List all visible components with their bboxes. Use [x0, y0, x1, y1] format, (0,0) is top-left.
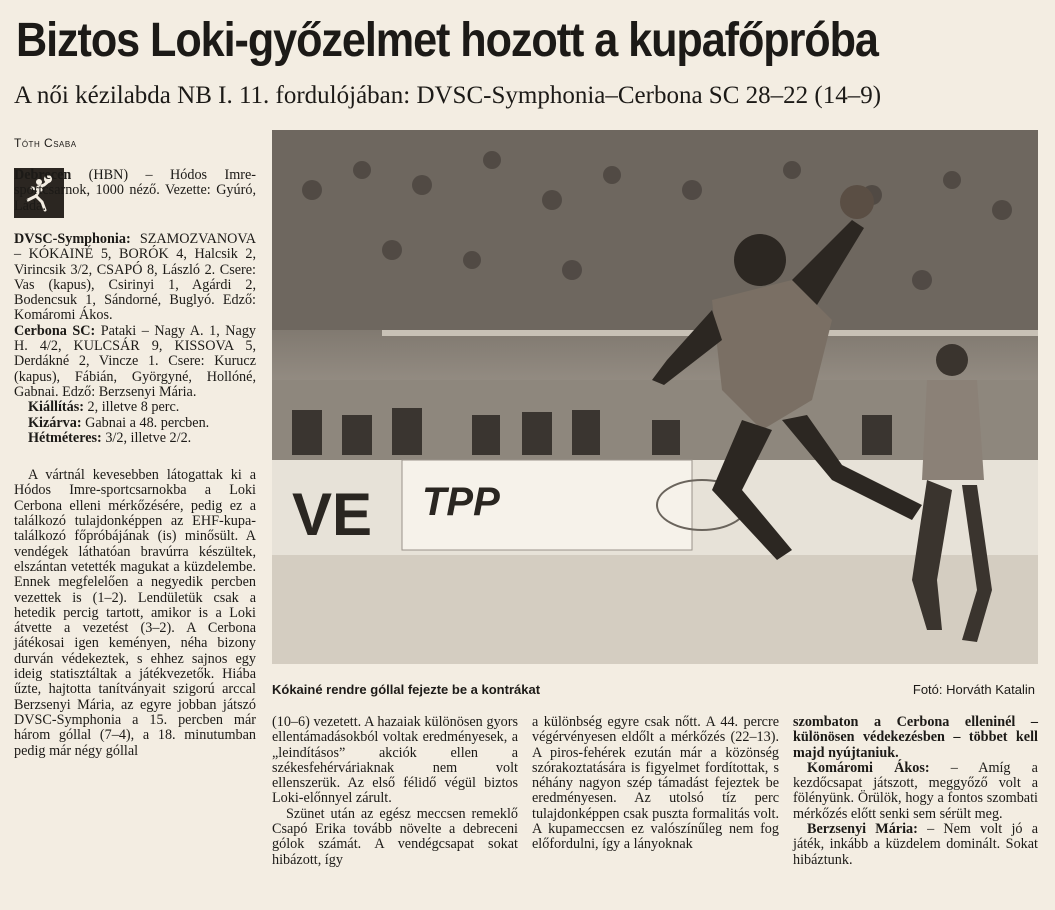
exclusion-label: Kiállítás: [28, 399, 84, 416]
penalty-label: Hétméteres: [28, 429, 102, 446]
byline: Tóth Csaba [14, 136, 77, 150]
subheadline: A női kézilabda NB I. 11. fordulójában: DVSC-Symphonia–Cerbona SC 28–22 (14–9) [14, 82, 882, 109]
disqual-text: Gabnai a 48. percben. [81, 414, 210, 431]
team2-lineup: Pataki – Nagy A. 1, Nagy H. 4/2, KULCSÁR 9, KISSOVA 5, Derdákné 2, Vincze 1. Csere: Kurucz (kapus), Fábián, Györgyné, Hollóné, Gabnai. Edző: Berzsenyi Mária. [14, 322, 257, 400]
disqual-label: Kizárva: [28, 414, 82, 431]
quote-berzsenyi [793, 822, 1038, 868]
match-info-penalties [14, 431, 256, 446]
penalty-text: 3/2, illetve 2/2. [101, 429, 192, 446]
body-paragraph-3: Szünet után az egész meccsen remeklő Csapó Erika tovább növelte a debreceni gólok számát. A vendégcsapat sokat hibázott, így [272, 805, 518, 868]
body-paragraph-4: a különbség egyre csak nőtt. A 44. percre végérvényesen eldőlt a mérkőzés (22–13). A piros-fehérek ezután már a közönség szórakoztatására is figyelmet fordítottak, s néhány nagyon szép támadást fejeztek be eredményesen. Az utolsó tíz perc tulajdonképpen csak puszta formalitás volt. A kupameccsen ez valószínűleg nem fog előfordulni, így a lányoknak [532, 714, 779, 853]
column-2 [272, 715, 518, 868]
team1-lineup: SZAMOZVANOVA – KÓKAINÉ 5, BORÓK 4, Halcsik 2, Virincsik 3/2, CSAPÓ 8, László 2. Csere: Vas (kapus), Csirinyi 1, Agárdi 2, Bodencsuk 1, Sándorné, Buglyó. Edző: Komáromi Ákos. [14, 231, 256, 324]
match-info-team2 [14, 324, 256, 400]
info-place-rest: (HBN) – Hódos Imre-sportcsarnok, 1000 néző. Vezette: Gyúró, Láda. [14, 167, 256, 214]
headline: Biztos Loki-győzelmet hozott a kupafőpróba [16, 14, 878, 67]
match-info-team1 [14, 232, 256, 324]
quote-komaromi [793, 761, 1038, 822]
body-paragraph-1: A vártnál kevesebben látogattak ki a Hódos Imre-sportcsarnokba a Loki Cerbona elleni mérkőzésére, pedig ez a találkozó tulajdonképpen az EHF-kupa-találkozó főpróbájának (is) minősült. A vendégek láthatóan bravúrra készültek, elszántan vetették magukat a küzdelembe. Ennek megfelelően a negyedik percben vezettek is (1–2). Lendületük csak a hetedik percig tartott, amikor is a Loki átvette a vezetést (3–2). A Cerbona játékosai igen keményen, néha bizony durván védekeztek, s ehhez sajnos egy ideig statisztáltak a játékvezetők. Hiába űzte, hajtotta tanítványait szigorú arccal Berzsenyi Mária, az egyre jobban játszó DVSC-Symphonia a 15. percben már három góllal (7–4), a 18. minutumban pedig már négy góllal [14, 467, 256, 759]
quote-komaromi-name: Komáromi Ákos: [807, 759, 930, 776]
column-1 [14, 168, 256, 759]
team2-label: Cerbona SC: [14, 322, 96, 339]
team1-label: DVSC-Symphonia: [14, 231, 131, 247]
quote-berzsenyi-name: Berzsenyi Mária: [807, 821, 918, 838]
match-info-venue [14, 168, 256, 232]
banner-text-ve: VE [292, 481, 373, 548]
column-4 [793, 715, 1038, 868]
match-info-exclusion [14, 400, 256, 415]
banner-text-tpp: TPP [422, 480, 500, 524]
quote-komaromi-text: – Amíg a kezdőcsapat játszott, meggyőző volt a fölényünk. Örülök, hogy a fontos szombati mérkőzés előtt senki sem sérült meg. [793, 759, 1038, 822]
match-info-disqualification [14, 416, 256, 431]
body-paragraph-5: szombaton a Cerbona elleninél – különösen védekezésben – többet kell majd nyújtaniuk. [793, 714, 1038, 761]
quote-berzsenyi-text: – Nem volt jó a játék, inkább a küzdelem dominált. Sokat hibáztunk. [793, 821, 1039, 868]
column-3 [532, 715, 779, 853]
photo-credit: Fotó: Horváth Katalin [912, 682, 1035, 697]
match-photo [272, 130, 1038, 664]
photo-caption: Kókainé rendre góllal fejezte be a kontrákat [272, 682, 541, 697]
exclusion-text: 2, illetve 8 perc. [83, 399, 180, 416]
body-paragraph-2: (10–6) vezetett. A hazaiak különösen gyors ellentámadásokból voltak eredményesek, a „leindításos” akciók ellen a székesfehérváriaknak nem volt ellenszerük. Az első félidő végül biztos Loki-előnnyel zárult. [272, 714, 518, 807]
info-place: Debrecen [14, 167, 72, 183]
